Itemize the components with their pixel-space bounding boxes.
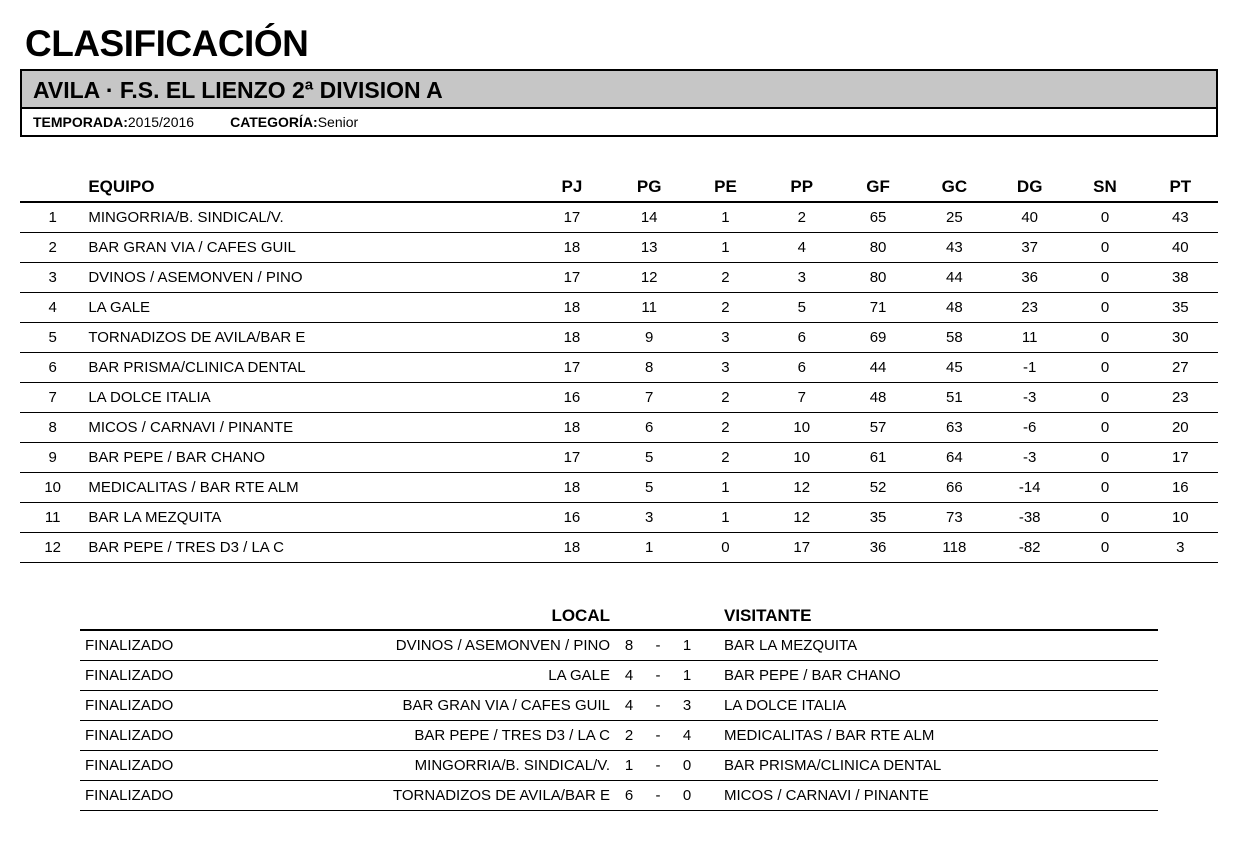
stat-cell: 64 bbox=[917, 443, 992, 473]
score-separator: - bbox=[648, 661, 668, 691]
team-cell: BAR PEPE / TRES D3 / LA C bbox=[85, 533, 532, 563]
stat-cell: 23 bbox=[992, 293, 1067, 323]
stat-cell: -3 bbox=[992, 443, 1067, 473]
home-goals: 1 bbox=[610, 751, 648, 781]
stat-cell: 16 bbox=[1143, 473, 1218, 503]
stat-cell: 0 bbox=[1067, 233, 1142, 263]
position-cell: 9 bbox=[20, 443, 85, 473]
score-separator: - bbox=[648, 630, 668, 661]
stat-cell: 44 bbox=[917, 263, 992, 293]
stat-cell: 3 bbox=[687, 323, 764, 353]
table-row bbox=[20, 383, 1218, 413]
stat-cell: 5 bbox=[764, 293, 839, 323]
stat-cell: 20 bbox=[1143, 413, 1218, 443]
stat-cell: 6 bbox=[764, 323, 839, 353]
match-status: FINALIZADO bbox=[80, 781, 240, 811]
stat-cell: 1 bbox=[612, 533, 687, 563]
team-cell: MICOS / CARNAVI / PINANTE bbox=[85, 413, 532, 443]
stat-cell: 40 bbox=[992, 202, 1067, 233]
header-equipo: EQUIPO bbox=[85, 172, 532, 202]
table-row bbox=[20, 533, 1218, 563]
stat-cell: 0 bbox=[1067, 413, 1142, 443]
header-gf: GF bbox=[839, 172, 916, 202]
stat-cell: 2 bbox=[764, 202, 839, 233]
stat-cell: 16 bbox=[532, 383, 611, 413]
home-team: LA GALE bbox=[240, 661, 610, 691]
spacer bbox=[706, 721, 724, 751]
header-dg: DG bbox=[992, 172, 1067, 202]
header-pg: PG bbox=[612, 172, 687, 202]
score-separator: - bbox=[648, 691, 668, 721]
stat-cell: 1 bbox=[687, 473, 764, 503]
stat-cell: 35 bbox=[1143, 293, 1218, 323]
league-name: AVILA · F.S. EL LIENZO 2ª DIVISION A bbox=[22, 71, 1216, 109]
stat-cell: 65 bbox=[839, 202, 916, 233]
stat-cell: 80 bbox=[839, 233, 916, 263]
table-row bbox=[20, 263, 1218, 293]
position-cell: 11 bbox=[20, 503, 85, 533]
team-cell: MEDICALITAS / BAR RTE ALM bbox=[85, 473, 532, 503]
stat-cell: 23 bbox=[1143, 383, 1218, 413]
local-header: LOCAL bbox=[240, 602, 610, 630]
stat-cell: 6 bbox=[764, 353, 839, 383]
stat-cell: 14 bbox=[612, 202, 687, 233]
stat-cell: 37 bbox=[992, 233, 1067, 263]
position-cell: 8 bbox=[20, 413, 85, 443]
spacer bbox=[706, 661, 724, 691]
match-status: FINALIZADO bbox=[80, 661, 240, 691]
stat-cell: 48 bbox=[917, 293, 992, 323]
stat-cell: 0 bbox=[1067, 263, 1142, 293]
header-pp: PP bbox=[764, 172, 839, 202]
stat-cell: 5 bbox=[612, 473, 687, 503]
team-cell: LA GALE bbox=[85, 293, 532, 323]
away-team: LA DOLCE ITALIA bbox=[724, 691, 1158, 721]
stat-cell: 3 bbox=[687, 353, 764, 383]
stat-cell: 25 bbox=[917, 202, 992, 233]
position-cell: 2 bbox=[20, 233, 85, 263]
stat-cell: 1 bbox=[687, 503, 764, 533]
match-row bbox=[80, 781, 1158, 811]
home-team: TORNADIZOS DE AVILA/BAR E bbox=[240, 781, 610, 811]
stat-cell: 43 bbox=[1143, 202, 1218, 233]
stat-cell: -14 bbox=[992, 473, 1067, 503]
stat-cell: 63 bbox=[917, 413, 992, 443]
results-table bbox=[80, 602, 1158, 811]
stat-cell: 36 bbox=[992, 263, 1067, 293]
stat-cell: 38 bbox=[1143, 263, 1218, 293]
stat-cell: 1 bbox=[687, 233, 764, 263]
spacer bbox=[706, 630, 724, 661]
standings-table bbox=[20, 172, 1218, 563]
position-cell: 5 bbox=[20, 323, 85, 353]
stat-cell: 0 bbox=[1067, 353, 1142, 383]
stat-cell: 51 bbox=[917, 383, 992, 413]
stat-cell: 43 bbox=[917, 233, 992, 263]
team-cell: BAR GRAN VIA / CAFES GUIL bbox=[85, 233, 532, 263]
stat-cell: 48 bbox=[839, 383, 916, 413]
stat-cell: 0 bbox=[1067, 473, 1142, 503]
spacer bbox=[706, 751, 724, 781]
stat-cell: 69 bbox=[839, 323, 916, 353]
position-cell: 4 bbox=[20, 293, 85, 323]
away-goals: 1 bbox=[668, 630, 706, 661]
stat-cell: 16 bbox=[532, 503, 611, 533]
stat-cell: 0 bbox=[1067, 202, 1142, 233]
score-separator: - bbox=[648, 751, 668, 781]
table-row bbox=[20, 323, 1218, 353]
table-row bbox=[20, 443, 1218, 473]
position-cell: 10 bbox=[20, 473, 85, 503]
header-gc: GC bbox=[917, 172, 992, 202]
stat-cell: 7 bbox=[764, 383, 839, 413]
stat-cell: 0 bbox=[687, 533, 764, 563]
team-cell: DVINOS / ASEMONVEN / PINO bbox=[85, 263, 532, 293]
stat-cell: 2 bbox=[687, 383, 764, 413]
table-row bbox=[20, 413, 1218, 443]
match-row bbox=[80, 630, 1158, 661]
away-goals: 1 bbox=[668, 661, 706, 691]
match-status: FINALIZADO bbox=[80, 751, 240, 781]
stat-cell: 7 bbox=[612, 383, 687, 413]
stat-cell: 1 bbox=[687, 202, 764, 233]
stat-cell: 13 bbox=[612, 233, 687, 263]
score-separator: - bbox=[648, 781, 668, 811]
stat-cell: 40 bbox=[1143, 233, 1218, 263]
stat-cell: 80 bbox=[839, 263, 916, 293]
table-row bbox=[20, 503, 1218, 533]
stat-cell: -38 bbox=[992, 503, 1067, 533]
stat-cell: 0 bbox=[1067, 533, 1142, 563]
league-header bbox=[20, 69, 1218, 137]
match-row bbox=[80, 691, 1158, 721]
header-pj: PJ bbox=[532, 172, 611, 202]
stat-cell: 44 bbox=[839, 353, 916, 383]
position-cell: 6 bbox=[20, 353, 85, 383]
stat-cell: 3 bbox=[764, 263, 839, 293]
standings-body bbox=[20, 202, 1218, 563]
stat-cell: 17 bbox=[532, 443, 611, 473]
match-status: FINALIZADO bbox=[80, 691, 240, 721]
team-cell: BAR PRISMA/CLINICA DENTAL bbox=[85, 353, 532, 383]
stat-cell: 17 bbox=[532, 353, 611, 383]
position-cell: 3 bbox=[20, 263, 85, 293]
visitor-header: VISITANTE bbox=[724, 602, 1158, 630]
table-row bbox=[20, 473, 1218, 503]
home-team: BAR GRAN VIA / CAFES GUIL bbox=[240, 691, 610, 721]
stat-cell: 2 bbox=[687, 443, 764, 473]
table-row bbox=[20, 293, 1218, 323]
spacer bbox=[706, 781, 724, 811]
stat-cell: 18 bbox=[532, 293, 611, 323]
stat-cell: 17 bbox=[1143, 443, 1218, 473]
score-separator: - bbox=[648, 721, 668, 751]
stat-cell: 4 bbox=[764, 233, 839, 263]
stat-cell: 18 bbox=[532, 323, 611, 353]
league-meta bbox=[22, 109, 1216, 135]
away-team: BAR LA MEZQUITA bbox=[724, 630, 1158, 661]
stat-cell: 2 bbox=[687, 293, 764, 323]
home-goals: 4 bbox=[610, 661, 648, 691]
stat-cell: 3 bbox=[1143, 533, 1218, 563]
away-team: MEDICALITAS / BAR RTE ALM bbox=[724, 721, 1158, 751]
spacer bbox=[706, 691, 724, 721]
stat-cell: 18 bbox=[532, 233, 611, 263]
page-title: CLASIFICACIÓN bbox=[25, 23, 309, 64]
stat-cell: 17 bbox=[532, 263, 611, 293]
away-team: BAR PEPE / BAR CHANO bbox=[724, 661, 1158, 691]
stat-cell: 0 bbox=[1067, 443, 1142, 473]
season-value: 2015/2016 bbox=[127, 114, 195, 130]
stat-cell: 10 bbox=[1143, 503, 1218, 533]
stat-cell: 52 bbox=[839, 473, 916, 503]
away-team: BAR PRISMA/CLINICA DENTAL bbox=[724, 751, 1158, 781]
away-goals: 0 bbox=[668, 781, 706, 811]
home-goals: 2 bbox=[610, 721, 648, 751]
home-team: DVINOS / ASEMONVEN / PINO bbox=[240, 630, 610, 661]
stat-cell: 18 bbox=[532, 473, 611, 503]
header-pe: PE bbox=[687, 172, 764, 202]
stat-cell: 0 bbox=[1067, 293, 1142, 323]
stat-cell: 6 bbox=[612, 413, 687, 443]
match-row bbox=[80, 661, 1158, 691]
stat-cell: 57 bbox=[839, 413, 916, 443]
stat-cell: 17 bbox=[764, 533, 839, 563]
stat-cell: 0 bbox=[1067, 383, 1142, 413]
away-team: MICOS / CARNAVI / PINANTE bbox=[724, 781, 1158, 811]
table-row bbox=[20, 353, 1218, 383]
stat-cell: 27 bbox=[1143, 353, 1218, 383]
away-goals: 4 bbox=[668, 721, 706, 751]
header-sn: SN bbox=[1067, 172, 1142, 202]
stat-cell: 18 bbox=[532, 533, 611, 563]
stat-cell: 9 bbox=[612, 323, 687, 353]
position-cell: 1 bbox=[20, 202, 85, 233]
table-row bbox=[20, 233, 1218, 263]
team-cell: BAR PEPE / BAR CHANO bbox=[85, 443, 532, 473]
stat-cell: 18 bbox=[532, 413, 611, 443]
stat-cell: 3 bbox=[612, 503, 687, 533]
stat-cell: 12 bbox=[764, 473, 839, 503]
results-body bbox=[80, 630, 1158, 811]
away-goals: 3 bbox=[668, 691, 706, 721]
stat-cell: 2 bbox=[687, 413, 764, 443]
home-goals: 8 bbox=[610, 630, 648, 661]
match-status: FINALIZADO bbox=[80, 721, 240, 751]
home-goals: 4 bbox=[610, 691, 648, 721]
position-cell: 7 bbox=[20, 383, 85, 413]
stat-cell: 12 bbox=[764, 503, 839, 533]
stat-cell: 61 bbox=[839, 443, 916, 473]
stat-cell: 0 bbox=[1067, 323, 1142, 353]
stat-cell: -1 bbox=[992, 353, 1067, 383]
category-value: Senior bbox=[317, 114, 359, 130]
away-goals: 0 bbox=[668, 751, 706, 781]
stat-cell: 71 bbox=[839, 293, 916, 323]
match-row bbox=[80, 751, 1158, 781]
stat-cell: 8 bbox=[612, 353, 687, 383]
results-header bbox=[80, 602, 1158, 630]
stat-cell: 30 bbox=[1143, 323, 1218, 353]
stat-cell: 11 bbox=[612, 293, 687, 323]
home-goals: 6 bbox=[610, 781, 648, 811]
stat-cell: 73 bbox=[917, 503, 992, 533]
stat-cell: 10 bbox=[764, 413, 839, 443]
stat-cell: 17 bbox=[532, 202, 611, 233]
stat-cell: 0 bbox=[1067, 503, 1142, 533]
standings-header bbox=[20, 172, 1218, 202]
header-position bbox=[20, 172, 85, 202]
stat-cell: 36 bbox=[839, 533, 916, 563]
team-cell: BAR LA MEZQUITA bbox=[85, 503, 532, 533]
home-team: BAR PEPE / TRES D3 / LA C bbox=[240, 721, 610, 751]
stat-cell: 58 bbox=[917, 323, 992, 353]
stat-cell: 12 bbox=[612, 263, 687, 293]
stat-cell: 11 bbox=[992, 323, 1067, 353]
stat-cell: 35 bbox=[839, 503, 916, 533]
team-cell: LA DOLCE ITALIA bbox=[85, 383, 532, 413]
position-cell: 12 bbox=[20, 533, 85, 563]
stat-cell: 66 bbox=[917, 473, 992, 503]
home-team: MINGORRIA/B. SINDICAL/V. bbox=[240, 751, 610, 781]
team-cell: MINGORRIA/B. SINDICAL/V. bbox=[85, 202, 532, 233]
team-cell: TORNADIZOS DE AVILA/BAR E bbox=[85, 323, 532, 353]
stat-cell: -82 bbox=[992, 533, 1067, 563]
stat-cell: 2 bbox=[687, 263, 764, 293]
stat-cell: 118 bbox=[917, 533, 992, 563]
stat-cell: 45 bbox=[917, 353, 992, 383]
stat-cell: 5 bbox=[612, 443, 687, 473]
season-label: TEMPORADA: bbox=[33, 114, 128, 130]
match-row bbox=[80, 721, 1158, 751]
stat-cell: 10 bbox=[764, 443, 839, 473]
table-row bbox=[20, 202, 1218, 233]
match-status: FINALIZADO bbox=[80, 630, 240, 661]
header-pt: PT bbox=[1143, 172, 1218, 202]
stat-cell: -3 bbox=[992, 383, 1067, 413]
category-label: CATEGORÍA: bbox=[230, 114, 318, 130]
stat-cell: -6 bbox=[992, 413, 1067, 443]
